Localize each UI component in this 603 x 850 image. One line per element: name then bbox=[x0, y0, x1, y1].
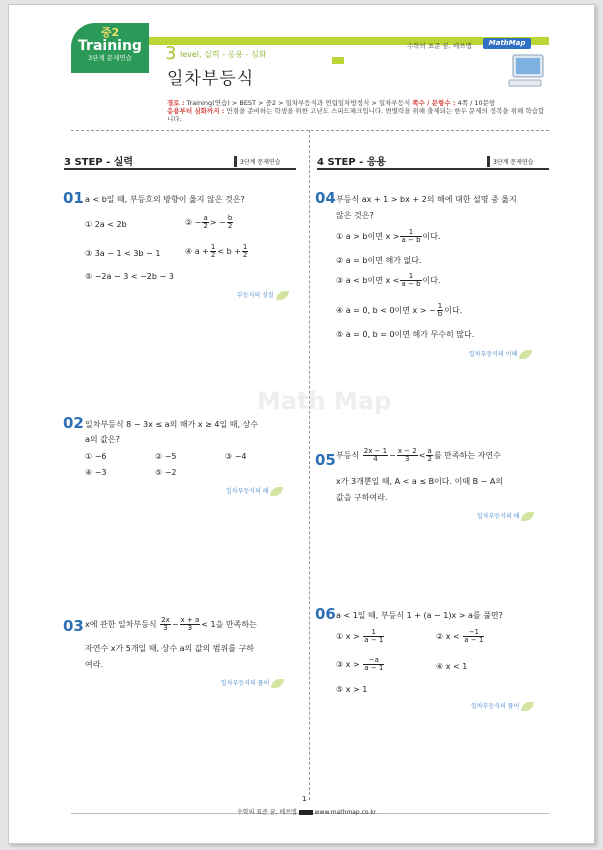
q06-hint: 일차부등식의 풀이 bbox=[471, 701, 534, 711]
section-rule-right bbox=[317, 168, 549, 170]
leaf-icon bbox=[519, 350, 532, 359]
q04-option-3: ③ a < b이면 x < $\frac{1}{a - b}$ 이다. bbox=[336, 272, 441, 288]
section-tag-right: 3단계 문제연습 bbox=[487, 156, 537, 167]
q05-hint: 일차부등식의 해 bbox=[477, 511, 534, 521]
q02-hint: 일차부등식의 해 bbox=[226, 486, 283, 496]
q06-option-5: ⑤ x > 1 bbox=[336, 685, 368, 694]
question-number-05: 05 bbox=[315, 451, 336, 469]
page-number: 1 bbox=[302, 795, 307, 803]
page-title: 일차부등식 bbox=[167, 69, 255, 89]
breadcrumb: Training(연습) > BEST > 중2 > 일차부등식과 연립일차방정식 > 일차부등식 bbox=[186, 99, 411, 107]
question-text-01: a < b일 때, 부등호의 방향이 옳지 않은 것은? bbox=[85, 195, 245, 204]
question-text-02b: a의 값은? bbox=[85, 435, 120, 444]
question-number-01: 01 bbox=[63, 189, 84, 207]
footer-text: 수학의 표준 꿈, 매쓰맵 bbox=[237, 809, 297, 816]
mathmap-logo: MathMap bbox=[483, 38, 531, 49]
worksheet-page bbox=[8, 4, 595, 844]
grade-badge bbox=[71, 23, 149, 73]
range-label: 응용부터 심화까지 : bbox=[167, 107, 225, 115]
leaf-icon bbox=[521, 512, 534, 521]
path-label: 경로 : bbox=[167, 99, 185, 107]
footer-url[interactable]: www.mathmap.co.kr bbox=[314, 809, 377, 816]
q04-option-2: ② a = b이면 해가 없다. bbox=[336, 256, 422, 265]
q04-option-1: ① a > b이면 x > $\frac{1}{a - b}$ 이다. bbox=[336, 228, 441, 244]
question-number-04: 04 bbox=[315, 189, 336, 207]
question-text-05b: x가 3개뿐일 때, A < a ≤ B이다. 이때 B − A의 bbox=[336, 477, 504, 486]
section-title-right: 4 STEP - 응용 bbox=[317, 157, 387, 168]
q04-option-4: ④ a = 0, b < 0이면 x > − $\frac{1}{b}$ 이다. bbox=[336, 302, 463, 318]
leaf-icon bbox=[521, 702, 534, 711]
q03-hint: 일차부등식의 풀이 bbox=[221, 678, 284, 688]
q01-option-1: ① 2a < 2b bbox=[85, 220, 127, 229]
q01-option-2: ② − $\frac{a}{2}$ > − $\frac{b}{2}$ bbox=[185, 214, 233, 230]
info-block bbox=[167, 99, 547, 123]
q06-option-1: ① x > $\frac{1}{a - 1}$ bbox=[336, 628, 384, 644]
question-text-02a: 일차부등식 8 − 3x ≤ a의 해가 x ≥ 4일 때, 상수 bbox=[85, 420, 259, 429]
question-number-02: 02 bbox=[63, 414, 84, 432]
footer bbox=[237, 807, 376, 816]
course-label: Training bbox=[78, 38, 142, 54]
q02-option-2: ② −5 bbox=[155, 452, 177, 461]
section-rule-left bbox=[64, 168, 296, 170]
question-text-05a: 부등식 $\frac{2x - 1}{4}$ − $\frac{x - 2}{3}$ < $\frac{a}{2}$ 를 만족하는 자연수 bbox=[336, 447, 501, 463]
q01-option-4: ④ a + $\frac{1}{2}$ < b + $\frac{1}{2}$ bbox=[185, 243, 248, 259]
question-number-03: 03 bbox=[63, 617, 84, 635]
q01-option-5: ⑤ −2a − 3 < −2b − 3 bbox=[85, 272, 174, 281]
leaf-icon bbox=[270, 487, 283, 496]
question-text-03b: 자연수 x가 5개일 때, 상수 a의 값의 범위를 구하 bbox=[85, 644, 254, 653]
q04-hint: 일차부등식의 이해 bbox=[469, 349, 532, 359]
question-text-05c: 값을 구하여라. bbox=[336, 493, 388, 502]
book-icon bbox=[331, 55, 345, 65]
q06-option-2: ② x < $\frac{-1}{a - 1}$ bbox=[436, 628, 484, 644]
q02-option-3: ③ −4 bbox=[225, 452, 247, 461]
grade-label: 중2 bbox=[100, 26, 120, 39]
watermark: Math Map bbox=[257, 387, 392, 415]
q02-option-5: ⑤ −2 bbox=[155, 468, 177, 477]
question-text-04a: 부등식 ax + 1 > bx + 2의 해에 대한 설명 중 옳지 bbox=[336, 195, 517, 204]
computer-icon bbox=[503, 51, 547, 89]
level-number: 3 bbox=[165, 43, 177, 64]
range-text: 만점을 준비하는 학생을 위한 고난도 스피드체크입니다. 변별력을 위해 출제되는 한두 문제의 정복을 위해 학습합니다. bbox=[167, 107, 545, 123]
question-text-03a: x에 관한 일차부등식 $\frac{2x}{3}$ − $\frac{x + a}{3}$ < 1을 만족하는 bbox=[85, 616, 257, 632]
q02-option-1: ① −6 bbox=[85, 452, 107, 461]
leaf-icon bbox=[276, 291, 289, 300]
footer-mark bbox=[299, 810, 313, 815]
course-sub-label: 3단계 문제연습 bbox=[88, 54, 132, 62]
q01-hint: 부등식의 성질 bbox=[237, 290, 289, 300]
q06-option-4: ④ x < 1 bbox=[436, 662, 468, 671]
q01-option-3: ③ 3a − 1 < 3b − 1 bbox=[85, 249, 161, 258]
section-tag-left: 3단계 문제연습 bbox=[234, 156, 284, 167]
question-text-03c: 여라. bbox=[85, 660, 103, 669]
header-divider bbox=[71, 130, 549, 131]
section-title-left: 3 STEP - 실력 bbox=[64, 157, 134, 168]
leaf-icon bbox=[271, 679, 284, 688]
level-text: level, 실력 - 응용 - 심화 bbox=[180, 50, 267, 59]
question-text-06: a < 1일 때, 부등식 1 + (a − 1)x > a를 풀면? bbox=[336, 611, 503, 620]
question-number-06: 06 bbox=[315, 605, 336, 623]
brand-text: 수학의 표준 꿈, 매쓰맵 bbox=[407, 42, 472, 50]
question-text-04b: 않은 것은? bbox=[336, 211, 374, 220]
count-value: 4쪽 / 10문항 bbox=[457, 99, 496, 107]
q02-option-4: ④ −3 bbox=[85, 468, 107, 477]
q06-option-3: ③ x > $\frac{-a}{a - 1}$ bbox=[336, 656, 384, 672]
count-label: 쪽수 / 문항수 : bbox=[412, 99, 456, 107]
q04-option-5: ⑤ a = 0, b = 0이면 해가 무수히 많다. bbox=[336, 330, 475, 339]
column-divider bbox=[309, 130, 310, 800]
